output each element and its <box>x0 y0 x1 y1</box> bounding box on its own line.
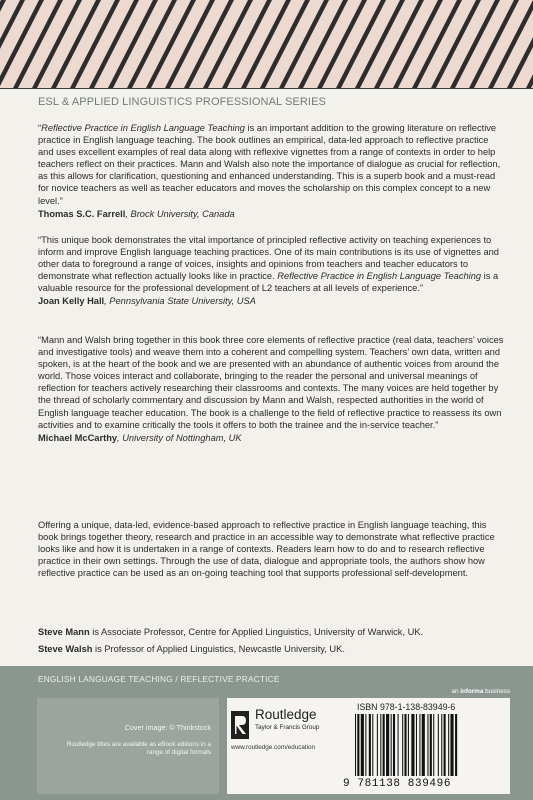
endorsement-mccarthy <box>38 334 504 444</box>
barcode-bar <box>455 714 457 776</box>
endorsement-source <box>38 432 504 444</box>
barcode-bar <box>402 714 403 776</box>
book-title: Reflective Practice in English Language Teaching <box>41 123 245 133</box>
publisher-name: Routledge <box>255 707 317 722</box>
author-name: Steve Mann <box>38 627 90 637</box>
author-name: Steve Walsh <box>38 644 93 654</box>
barcode-bar <box>404 714 406 776</box>
publisher-group: Taylor & Francis Group <box>255 724 320 731</box>
barcode-bar <box>419 714 420 776</box>
endorsement-source <box>38 208 504 220</box>
barcode-bar <box>361 714 364 776</box>
barcode-bar <box>422 714 425 776</box>
author-bio-walsh: Steve Walsh is Professor of Applied Linguistics, Newcastle University, UK. <box>38 644 345 654</box>
endorsement-text: “This unique book demonstrates the vital importance of principled reflective activity on teaching experiences to inform and improve English language teaching practices. One of its main contributions is its use of vignettes and other data to foreground a range of voices, insights and opinions from teachers and teacher educators to demonstrate what reflection actually looks like in practice. Reflective Practice in English Language Teaching is a valuable resource for the professional development of L2 teachers at all levels of experience.” <box>38 235 499 294</box>
cover-credit-box <box>37 698 219 794</box>
routledge-logo-icon <box>231 711 249 739</box>
barcode-bar <box>416 714 417 776</box>
book-description: Offering a unique, data-led, evidence-based approach to reflective practice in English language teaching, this book brings together theory, research and practice in an accessible way to demonstrate what reflective practice looks like and how it is undertaken in a range of contexts. Readers learn how to do and to research reflective practice in their own settings. Through the use of data, dialogue and appropriate tools, the authors show how reflective practice can be used as an on-going teaching tool that supports professional self-development. <box>38 520 495 579</box>
endorser-name: Thomas S.C. Farrell <box>38 208 126 219</box>
barcode-bar <box>411 714 414 776</box>
series-title: ESL & APPLIED LINGUISTICS PROFESSIONAL SERIES <box>38 96 326 108</box>
barcode-bar <box>355 714 356 776</box>
bottom-band <box>0 666 533 800</box>
informa-business-label: an informa business <box>451 688 510 695</box>
book-title: Reflective Practice in English Language Teaching <box>277 271 482 282</box>
endorsement-farrell <box>38 122 504 220</box>
barcode-bar <box>433 714 434 776</box>
endorsement-text: “Mann and Walsh bring together in this book three core elements of reflective practice (real data, teachers’ voices and investigative tools) and weave them into a coherent and compelling system. Teachers’ own data, written and spoken, is at the heart of the book and we are presented with an abundance of authentic voices from around the world. Those voices interact and collaborate, bringing to the reader the personal and universal meanings of reflection for teachers actively researching their classrooms and contexts. The many voices are held together by the thread of scholarly commentary and discussion by Mann and Walsh, respected authorities in the world of English language teacher education. The book is a challenge to the field of reflective practice to reassess its own activities and to examine critically the tools it offers to both the trainee and the in-service teacher.” <box>38 335 504 430</box>
barcode-bar <box>393 714 395 776</box>
subject-category: ENGLISH LANGUAGE TEACHING / REFLECTIVE PRACTICE <box>38 674 280 684</box>
endorsement-hall <box>38 234 504 308</box>
barcode-bar <box>377 714 378 776</box>
barcode-bar <box>448 714 449 776</box>
barcode-bar <box>398 714 399 776</box>
endorser-name: Joan Kelly Hall <box>38 296 105 307</box>
endorsement-source <box>38 295 504 307</box>
endorser-affiliation: , Pennsylvania State University, USA <box>104 296 256 307</box>
barcode-bar <box>430 714 432 776</box>
barcode-bar <box>386 714 389 776</box>
ebook-availability-note: Routledge titles are available as eBook editions in a range of digital formats <box>66 741 211 756</box>
publisher-box <box>227 698 510 794</box>
barcode-bar <box>444 714 446 776</box>
barcode-bar <box>380 714 381 776</box>
barcode-icon <box>351 714 499 778</box>
isbn: ISBN 978-1-138-83949-6 <box>357 702 456 712</box>
barcode-bar <box>408 714 409 776</box>
barcode-bar <box>383 714 385 776</box>
barcode-bar <box>438 714 439 776</box>
barcode-bar <box>391 714 392 776</box>
barcode-bar <box>450 714 453 776</box>
endorsement-text: “Reflective Practice in English Language Teaching is an important addition to the growing literature on reflective practice in English language teaching. The book outlines an empirical, data-led approach to reflective practice and uses excellent examples of real data along with reflexive vignettes from a range of contexts in order to help teachers reflect on their practices. Mann and Walsh also note the importance of dialogue as crucial for reflection, as this allows for clarification, questioning and enhanced understanding. This is a superb book and a must-read for novice teachers as well as teacher educators and moves the scholarship on this complex concept to a new level.” <box>38 123 501 206</box>
endorser-affiliation: , Brock University, Canada <box>125 208 235 219</box>
endorser-name: Michael McCarthy <box>38 432 118 443</box>
barcode-bar <box>369 714 371 776</box>
endorser-affiliation: , University of Nottingham, UK <box>117 432 242 443</box>
publisher-url: www.routledge.com/education <box>231 744 316 751</box>
barcode-bar <box>372 714 373 776</box>
barcode-bar <box>365 714 366 776</box>
barcode-bar <box>357 714 359 776</box>
stripe-pattern <box>0 0 533 88</box>
barcode-bar <box>441 714 442 776</box>
cover-image-credit: Cover image: © Thinkstock <box>124 723 211 732</box>
barcode-digits: 9 781138 839496 <box>343 778 452 790</box>
barcode-bar <box>427 714 428 776</box>
author-bio-mann: Steve Mann is Associate Professor, Centre for Applied Linguistics, University of Warwick, UK. <box>38 627 424 637</box>
decorative-stripe-band <box>0 0 533 89</box>
